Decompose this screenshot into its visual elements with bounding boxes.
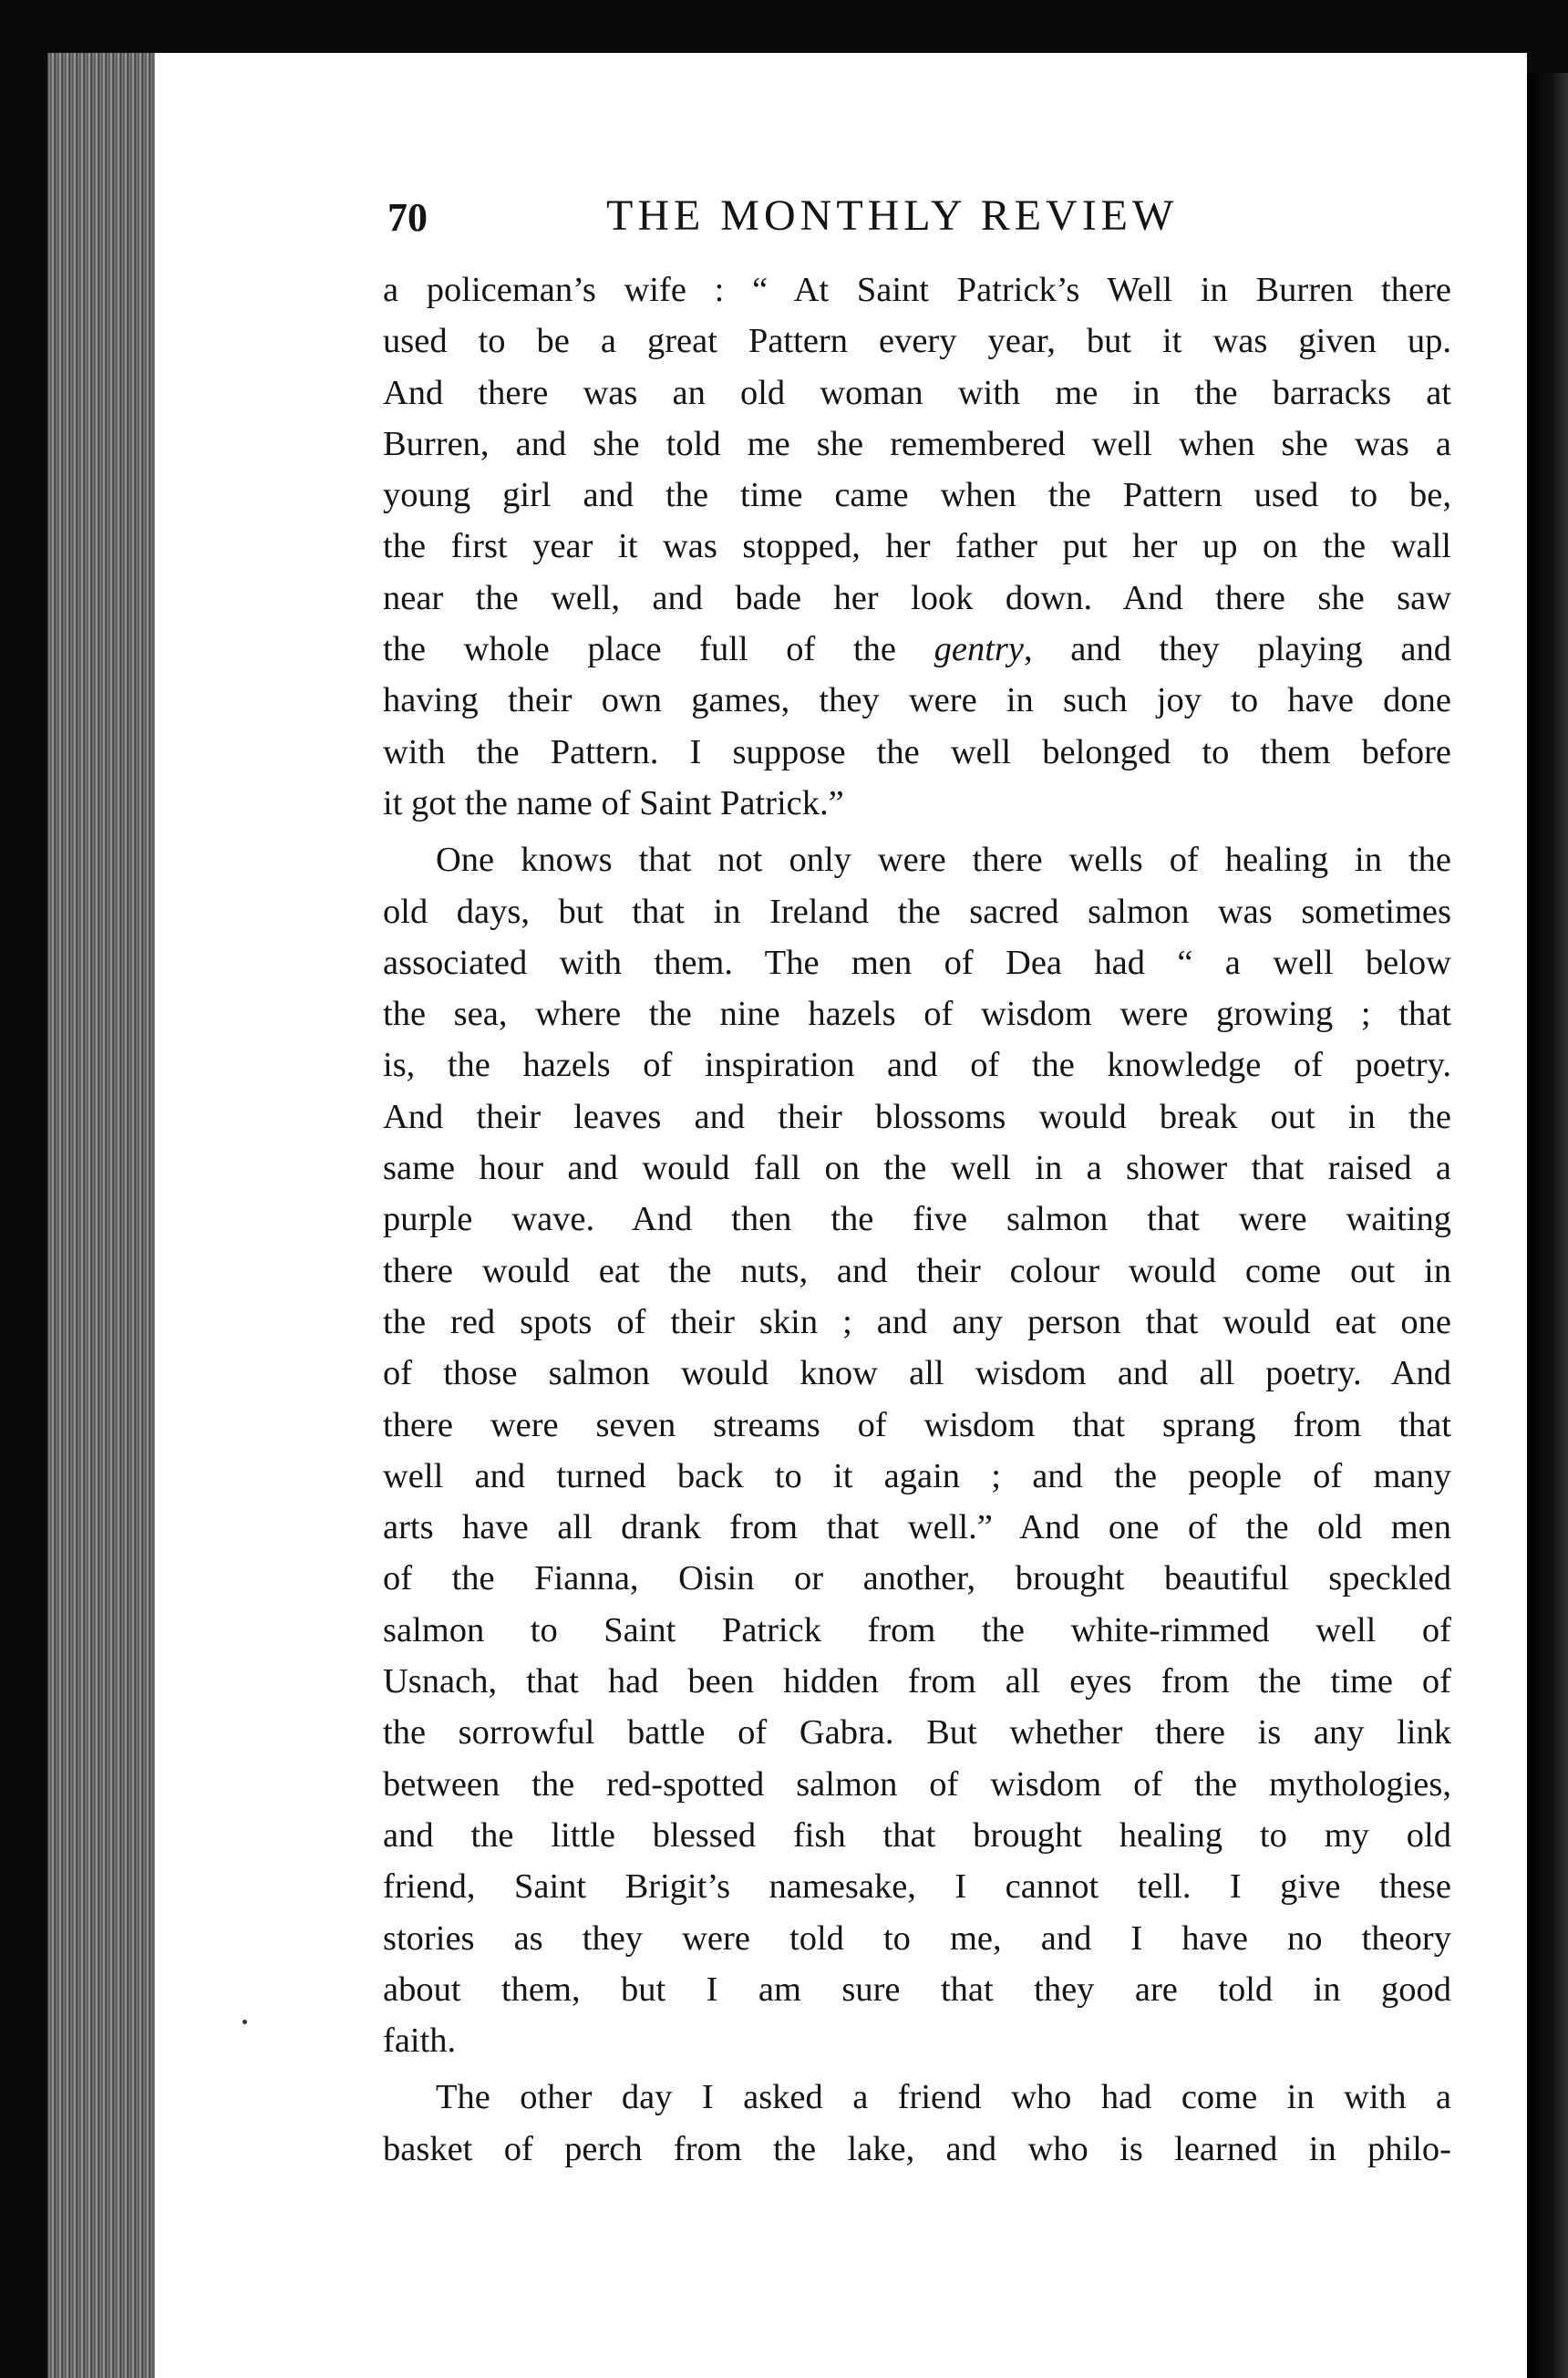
text-line: well and turned back to it again ; and the people of many bbox=[383, 1456, 1451, 1495]
text-line: and the little blessed fish that brought healing to my old bbox=[383, 1815, 1451, 1855]
text-line: having their own games, they were in such joy to have done bbox=[383, 681, 1451, 720]
journal-title: THE MONTHLY REVIEW bbox=[606, 191, 1179, 240]
text-line: The other day I asked a friend who had come in with a bbox=[436, 2078, 1451, 2117]
text-line: the first year it was stopped, her father put her up on the wall bbox=[383, 527, 1451, 566]
text-line: the sorrowful battle of Gabra. But whether there is any link bbox=[383, 1713, 1451, 1752]
text-line: Burren, and she told me she remembered well when she was a bbox=[383, 424, 1451, 463]
text-line: the red spots of their skin ; and any person that would eat one bbox=[383, 1302, 1451, 1341]
text-line: associated with them. The men of Dea had “ a well below bbox=[383, 943, 1451, 982]
text-line: it got the name of Saint Patrick.” bbox=[383, 783, 844, 822]
text-line: And their leaves and their blossoms would break out in the bbox=[383, 1097, 1451, 1136]
text-line: old days, but that in Ireland the sacred salmon was sometimes bbox=[383, 892, 1451, 931]
text-line: there would eat the nuts, and their colour would come out in bbox=[383, 1251, 1451, 1290]
text-line: the sea, where the nine hazels of wisdom were growing ; that bbox=[383, 995, 1451, 1034]
paragraph bbox=[383, 264, 1451, 829]
text-line: same hour and would fall on the well in a shower that raised a bbox=[383, 1149, 1451, 1188]
text-line: purple wave. And then the five salmon that were waiting bbox=[383, 1200, 1451, 1239]
text-line: faith. bbox=[383, 2021, 457, 2061]
text-line: there were seven streams of wisdom that sprang from that bbox=[383, 1405, 1451, 1444]
page-stack-edge bbox=[47, 53, 157, 2378]
page-number: 70 bbox=[387, 195, 428, 240]
text-line: Usnach, that had been hidden from all eyes from the time of bbox=[383, 1662, 1451, 1701]
text-line: stories as they were told to me, and I have no theory bbox=[383, 1918, 1451, 1958]
text-line: with the Pattern. I suppose the well belonged to them before bbox=[383, 732, 1451, 771]
text-line: the whole place full of the gentry, and they playing and bbox=[383, 630, 1451, 669]
ink-speck bbox=[242, 2020, 247, 2024]
paragraph bbox=[383, 2072, 1451, 2175]
text-line: is, the hazels of inspiration and of the knowledge of poetry. bbox=[383, 1046, 1451, 1085]
text-line: basket of perch from the lake, and who is learned in philo- bbox=[383, 2129, 1451, 2168]
text-line: of those salmon would know all wisdom and all poetry. And bbox=[383, 1354, 1451, 1393]
text-line: between the red-spotted salmon of wisdom of the mythologies, bbox=[383, 1764, 1451, 1804]
binding-shadow bbox=[1527, 73, 1568, 2378]
text-line: arts have all drank from that well.” And one of the old men bbox=[383, 1508, 1451, 1547]
body-text bbox=[383, 264, 1451, 2175]
paragraph bbox=[383, 834, 1451, 2066]
text-line: And there was an old woman with me in the barracks at bbox=[383, 373, 1451, 412]
running-head bbox=[232, 187, 1217, 251]
text-line: of the Fianna, Oisin or another, brought beautiful speckled bbox=[383, 1559, 1451, 1598]
text-line: young girl and the time came when the Pattern used to be, bbox=[383, 476, 1451, 515]
text-line: used to be a great Pattern every year, but it was given up. bbox=[383, 322, 1451, 361]
text-line: One knows that not only were there wells of healing in the bbox=[436, 841, 1451, 880]
text-line: salmon to Saint Patrick from the white-rimmed well of bbox=[383, 1610, 1451, 1649]
text-line: about them, but I am sure that they are told in good bbox=[383, 1970, 1451, 2009]
text-line: near the well, and bade her look down. And there she saw bbox=[383, 578, 1451, 617]
text-line: a policeman’s wife : “ At Saint Patrick’s Well in Burren there bbox=[383, 271, 1451, 309]
text-line: friend, Saint Brigit’s namesake, I cannot tell. I give these bbox=[383, 1867, 1451, 1907]
